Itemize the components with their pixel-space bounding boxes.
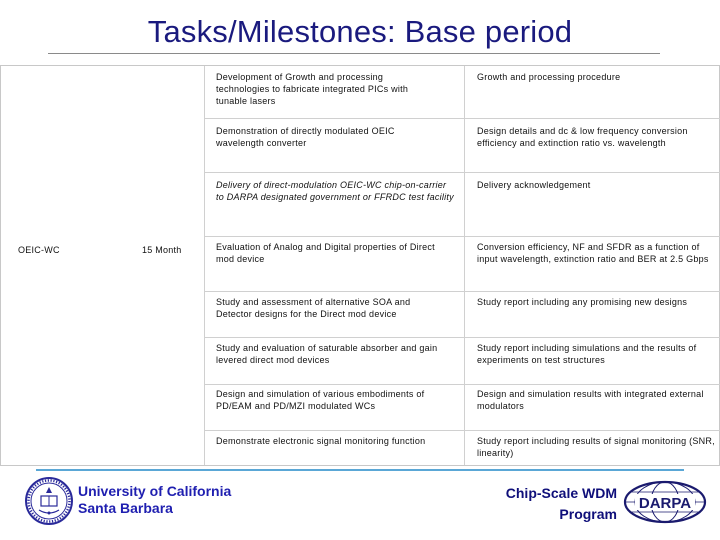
- activity-cell: Study and evaluation of saturable absorber and gain levered direct mod devices: [216, 343, 438, 365]
- deliverable-cell: Growth and processing procedure: [477, 72, 621, 82]
- activity-cell: Delivery of direct-modulation OEIC-WC chip-on-carrier to DARPA designated government or FFRDC test facility: [216, 180, 454, 202]
- activity-cell: Demonstration of directly modulated OEIC wavelength converter: [216, 126, 395, 148]
- row-divider: [204, 172, 720, 173]
- university-name: [78, 483, 231, 517]
- footer-divider: [36, 469, 684, 471]
- program-name-line1: Chip-Scale WDM: [505, 485, 617, 501]
- university-name-line1: University of California: [78, 483, 232, 499]
- deliverable-cell: Design and simulation results with integrated external modulators: [477, 389, 704, 411]
- column-divider: [464, 66, 465, 465]
- activity-cell: Demonstrate electronic signal monitoring function: [216, 436, 426, 446]
- program-name: [506, 483, 617, 525]
- deliverable-cell: Study report including simulations and the results of experiments on test structures: [477, 343, 697, 365]
- darpa-logo-icon: [622, 479, 708, 525]
- task-duration: 15 Month: [142, 245, 182, 255]
- deliverable-cell: Conversion efficiency, NF and SFDR as a function of input wavelength, extinction ratio and BER at 2.5 Gbps: [477, 242, 709, 264]
- milestones-table: [0, 65, 720, 466]
- activity-cell: Design and simulation of various embodiments of PD/EAM and PD/MZI modulated WCs: [216, 389, 425, 411]
- darpa-logo-text: DARPA: [638, 495, 692, 512]
- row-divider: [204, 384, 720, 385]
- task-name: OEIC-WC: [18, 245, 60, 255]
- activity-cell: Development of Growth and processing technologies to fabricate integrated PICs with tunable lasers: [216, 72, 409, 106]
- deliverable-cell: Study report including any promising new designs: [477, 297, 688, 307]
- row-divider: [204, 291, 720, 292]
- deliverable-cell: Delivery acknowledgement: [477, 180, 591, 190]
- activity-cell: Study and assessment of alternative SOA and Detector designs for the Direct mod device: [216, 297, 411, 319]
- university-seal-icon: [24, 476, 74, 526]
- row-divider: [204, 236, 720, 237]
- program-name-line2: Program: [559, 506, 617, 522]
- row-divider: [204, 118, 720, 119]
- deliverable-cell: Study report including results of signal monitoring (SNR, linearity): [477, 436, 715, 458]
- column-divider: [204, 66, 205, 465]
- row-divider: [204, 337, 720, 338]
- title-divider: [48, 53, 660, 54]
- row-divider: [204, 430, 720, 431]
- slide-title: Tasks/Milestones: Base period: [147, 14, 573, 49]
- deliverable-cell: Design details and dc & low frequency conversion efficiency and extinction ratio vs. wavelength: [477, 126, 688, 148]
- university-name-line2: Santa Barbara: [78, 500, 173, 516]
- activity-cell: Evaluation of Analog and Digital properties of Direct mod device: [216, 242, 435, 264]
